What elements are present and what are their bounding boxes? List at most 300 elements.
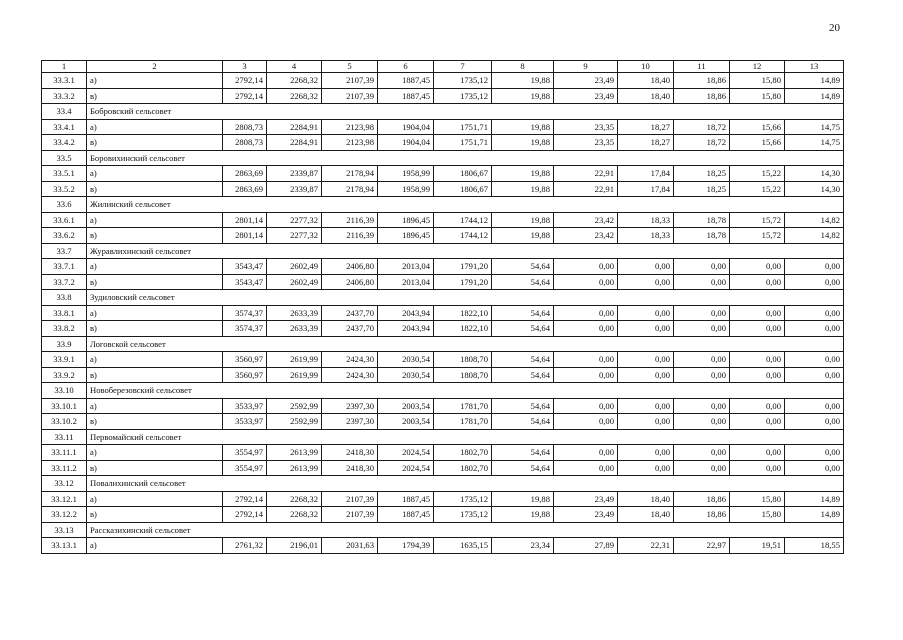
column-header-7: 7	[434, 61, 492, 73]
value-cell-col-10: 0,00	[618, 398, 674, 414]
value-cell-col-8: 54,64	[492, 367, 554, 383]
row-label: а)	[87, 212, 223, 228]
row-label: а)	[87, 491, 223, 507]
value-cell-col-13: 14,89	[785, 491, 844, 507]
value-cell-col-4: 2613,99	[267, 445, 322, 461]
value-cell-col-8: 54,64	[492, 274, 554, 290]
value-cell-col-10: 22,31	[618, 538, 674, 554]
section-row	[42, 104, 844, 120]
column-header-5: 5	[322, 61, 378, 73]
value-cell-col-12: 19,51	[730, 538, 785, 554]
value-cell-col-6: 1896,45	[378, 228, 434, 244]
value-cell-col-11: 18,25	[674, 166, 730, 182]
value-cell-col-10: 0,00	[618, 352, 674, 368]
page-number: 20	[829, 22, 840, 34]
row-code: 33.4.2	[42, 135, 87, 151]
row-code: 33.12.2	[42, 507, 87, 523]
value-cell-col-4: 2284,91	[267, 135, 322, 151]
value-cell-col-4: 2277,32	[267, 228, 322, 244]
section-row	[42, 336, 844, 352]
table-row	[42, 352, 844, 368]
table-row	[42, 321, 844, 337]
value-cell-col-6: 2030,54	[378, 352, 434, 368]
value-cell-col-13: 0,00	[785, 259, 844, 275]
section-title: Журавлихинский сельсовет	[87, 243, 844, 259]
value-cell-col-12: 15,66	[730, 119, 785, 135]
value-cell-col-7: 1802,70	[434, 460, 492, 476]
value-cell-col-3: 3574,37	[223, 305, 267, 321]
row-label: а)	[87, 119, 223, 135]
value-cell-col-4: 2592,99	[267, 414, 322, 430]
section-row	[42, 150, 844, 166]
value-cell-col-9: 0,00	[554, 274, 618, 290]
column-header-6: 6	[378, 61, 434, 73]
value-cell-col-9: 23,49	[554, 73, 618, 89]
section-row	[42, 290, 844, 306]
value-cell-col-5: 2107,39	[322, 507, 378, 523]
value-cell-col-13: 14,89	[785, 73, 844, 89]
value-cell-col-3: 2792,14	[223, 88, 267, 104]
value-cell-col-6: 2043,94	[378, 305, 434, 321]
value-cell-col-4: 2268,32	[267, 88, 322, 104]
value-cell-col-10: 18,27	[618, 119, 674, 135]
value-cell-col-3: 2801,14	[223, 228, 267, 244]
value-cell-col-6: 1958,99	[378, 166, 434, 182]
section-code: 33.12	[42, 476, 87, 492]
value-cell-col-9: 0,00	[554, 321, 618, 337]
section-title: Рассказихинский сельсовет	[87, 522, 844, 538]
value-cell-col-8: 54,64	[492, 414, 554, 430]
value-cell-col-10: 18,40	[618, 507, 674, 523]
value-cell-col-10: 18,33	[618, 228, 674, 244]
value-cell-col-9: 0,00	[554, 414, 618, 430]
row-label: а)	[87, 538, 223, 554]
value-cell-col-5: 2107,39	[322, 491, 378, 507]
value-cell-col-7: 1791,20	[434, 259, 492, 275]
row-code: 33.4.1	[42, 119, 87, 135]
value-cell-col-12: 15,72	[730, 228, 785, 244]
value-cell-col-6: 1887,45	[378, 491, 434, 507]
column-header-11: 11	[674, 61, 730, 73]
value-cell-col-5: 2437,70	[322, 321, 378, 337]
value-cell-col-12: 15,80	[730, 88, 785, 104]
value-cell-col-3: 2863,69	[223, 166, 267, 182]
value-cell-col-10: 17,84	[618, 181, 674, 197]
value-cell-col-4: 2633,39	[267, 305, 322, 321]
row-label: а)	[87, 166, 223, 182]
table-row	[42, 491, 844, 507]
row-code: 33.8.2	[42, 321, 87, 337]
value-cell-col-8: 54,64	[492, 259, 554, 275]
value-cell-col-5: 2116,39	[322, 228, 378, 244]
table-row	[42, 445, 844, 461]
value-cell-col-10: 18,40	[618, 491, 674, 507]
value-cell-col-5: 2424,30	[322, 352, 378, 368]
value-cell-col-3: 2792,14	[223, 73, 267, 89]
row-code: 33.9.2	[42, 367, 87, 383]
table-row	[42, 135, 844, 151]
row-code: 33.8.1	[42, 305, 87, 321]
value-cell-col-13: 14,89	[785, 507, 844, 523]
column-header-1: 1	[42, 61, 87, 73]
table-row	[42, 119, 844, 135]
value-cell-col-3: 2801,14	[223, 212, 267, 228]
table-row	[42, 166, 844, 182]
value-cell-col-11: 0,00	[674, 445, 730, 461]
value-cell-col-5: 2123,98	[322, 119, 378, 135]
row-code: 33.12.1	[42, 491, 87, 507]
value-cell-col-6: 1896,45	[378, 212, 434, 228]
value-cell-col-5: 2406,80	[322, 259, 378, 275]
table-row	[42, 228, 844, 244]
value-cell-col-9: 0,00	[554, 460, 618, 476]
value-cell-col-12: 15,72	[730, 212, 785, 228]
value-cell-col-11: 0,00	[674, 274, 730, 290]
value-cell-col-11: 18,86	[674, 88, 730, 104]
value-cell-col-6: 1904,04	[378, 119, 434, 135]
value-cell-col-13: 14,75	[785, 119, 844, 135]
value-cell-col-9: 23,35	[554, 135, 618, 151]
row-code: 33.6.2	[42, 228, 87, 244]
section-code: 33.13	[42, 522, 87, 538]
row-label: а)	[87, 352, 223, 368]
value-cell-col-10: 18,40	[618, 73, 674, 89]
value-cell-col-5: 2107,39	[322, 88, 378, 104]
row-label: в)	[87, 367, 223, 383]
value-cell-col-5: 2418,30	[322, 445, 378, 461]
value-cell-col-13: 14,82	[785, 228, 844, 244]
value-cell-col-5: 2397,30	[322, 398, 378, 414]
row-label: в)	[87, 507, 223, 523]
table-row	[42, 398, 844, 414]
value-cell-col-7: 1791,20	[434, 274, 492, 290]
value-cell-col-3: 2792,14	[223, 491, 267, 507]
table-row	[42, 259, 844, 275]
row-label: в)	[87, 321, 223, 337]
row-label: в)	[87, 414, 223, 430]
value-cell-col-4: 2633,39	[267, 321, 322, 337]
value-cell-col-8: 19,88	[492, 507, 554, 523]
value-cell-col-6: 1904,04	[378, 135, 434, 151]
value-cell-col-10: 17,84	[618, 166, 674, 182]
row-code: 33.7.2	[42, 274, 87, 290]
value-cell-col-7: 1735,12	[434, 73, 492, 89]
value-cell-col-4: 2613,99	[267, 460, 322, 476]
value-cell-col-3: 2808,73	[223, 119, 267, 135]
value-cell-col-12: 15,80	[730, 491, 785, 507]
row-label: а)	[87, 445, 223, 461]
value-cell-col-4: 2592,99	[267, 398, 322, 414]
value-cell-col-8: 54,64	[492, 445, 554, 461]
row-label: а)	[87, 259, 223, 275]
value-cell-col-10: 0,00	[618, 414, 674, 430]
value-cell-col-10: 18,27	[618, 135, 674, 151]
value-cell-col-7: 1751,71	[434, 119, 492, 135]
value-cell-col-5: 2424,30	[322, 367, 378, 383]
value-cell-col-3: 3560,97	[223, 367, 267, 383]
value-cell-col-13: 0,00	[785, 460, 844, 476]
row-code: 33.11.2	[42, 460, 87, 476]
column-header-2: 2	[87, 61, 223, 73]
section-code: 33.5	[42, 150, 87, 166]
value-cell-col-11: 0,00	[674, 367, 730, 383]
value-cell-col-10: 0,00	[618, 259, 674, 275]
value-cell-col-11: 0,00	[674, 460, 730, 476]
value-cell-col-3: 2863,69	[223, 181, 267, 197]
value-cell-col-8: 19,88	[492, 135, 554, 151]
row-code: 33.5.1	[42, 166, 87, 182]
section-title: Зудиловский сельсовет	[87, 290, 844, 306]
row-code: 33.13.1	[42, 538, 87, 554]
value-cell-col-13: 14,30	[785, 166, 844, 182]
section-title: Логовской сельсовет	[87, 336, 844, 352]
value-cell-col-8: 54,64	[492, 398, 554, 414]
section-row	[42, 476, 844, 492]
section-code: 33.9	[42, 336, 87, 352]
value-cell-col-9: 0,00	[554, 259, 618, 275]
section-code: 33.11	[42, 429, 87, 445]
value-cell-col-5: 2178,94	[322, 166, 378, 182]
section-title: Жилинский сельсовет	[87, 197, 844, 213]
row-label: в)	[87, 460, 223, 476]
value-cell-col-10: 18,33	[618, 212, 674, 228]
value-cell-col-4: 2602,49	[267, 259, 322, 275]
value-cell-col-8: 19,88	[492, 73, 554, 89]
value-cell-col-7: 1781,70	[434, 414, 492, 430]
value-cell-col-8: 19,88	[492, 212, 554, 228]
value-cell-col-6: 2003,54	[378, 414, 434, 430]
table-row	[42, 507, 844, 523]
value-cell-col-12: 0,00	[730, 274, 785, 290]
row-label: в)	[87, 135, 223, 151]
section-code: 33.4	[42, 104, 87, 120]
value-cell-col-4: 2339,87	[267, 166, 322, 182]
value-cell-col-6: 2024,54	[378, 460, 434, 476]
value-cell-col-13: 0,00	[785, 321, 844, 337]
row-label: в)	[87, 88, 223, 104]
table-row	[42, 538, 844, 554]
value-cell-col-11: 18,86	[674, 491, 730, 507]
row-code: 33.6.1	[42, 212, 87, 228]
value-cell-col-12: 0,00	[730, 321, 785, 337]
value-cell-col-12: 0,00	[730, 445, 785, 461]
section-title: Новоберезовский сельсовет	[87, 383, 844, 399]
section-code: 33.10	[42, 383, 87, 399]
value-cell-col-8: 19,88	[492, 88, 554, 104]
value-cell-col-7: 1744,12	[434, 228, 492, 244]
section-code: 33.6	[42, 197, 87, 213]
value-cell-col-5: 2178,94	[322, 181, 378, 197]
value-cell-col-6: 2030,54	[378, 367, 434, 383]
row-label: в)	[87, 274, 223, 290]
value-cell-col-3: 3554,97	[223, 445, 267, 461]
value-cell-col-8: 19,88	[492, 181, 554, 197]
section-title: Первомайский сельсовет	[87, 429, 844, 445]
value-cell-col-11: 0,00	[674, 305, 730, 321]
value-cell-col-4: 2268,32	[267, 507, 322, 523]
table-row	[42, 88, 844, 104]
value-cell-col-9: 23,49	[554, 88, 618, 104]
value-cell-col-9: 0,00	[554, 352, 618, 368]
value-cell-col-11: 18,78	[674, 212, 730, 228]
value-cell-col-11: 22,97	[674, 538, 730, 554]
value-cell-col-8: 54,64	[492, 321, 554, 337]
value-cell-col-7: 1751,71	[434, 135, 492, 151]
table-row	[42, 367, 844, 383]
value-cell-col-9: 22,91	[554, 181, 618, 197]
value-cell-col-13: 14,89	[785, 88, 844, 104]
value-cell-col-12: 15,80	[730, 507, 785, 523]
value-cell-col-13: 0,00	[785, 305, 844, 321]
value-cell-col-6: 2013,04	[378, 259, 434, 275]
value-cell-col-9: 0,00	[554, 305, 618, 321]
table-row	[42, 73, 844, 89]
column-header-9: 9	[554, 61, 618, 73]
value-cell-col-12: 15,80	[730, 73, 785, 89]
value-cell-col-4: 2339,87	[267, 181, 322, 197]
value-cell-col-5: 2437,70	[322, 305, 378, 321]
value-cell-col-10: 18,40	[618, 88, 674, 104]
table-row	[42, 274, 844, 290]
value-cell-col-11: 0,00	[674, 414, 730, 430]
value-cell-col-5: 2107,39	[322, 73, 378, 89]
row-code: 33.7.1	[42, 259, 87, 275]
value-cell-col-6: 1958,99	[378, 181, 434, 197]
section-row	[42, 522, 844, 538]
value-cell-col-4: 2268,32	[267, 491, 322, 507]
value-cell-col-13: 0,00	[785, 352, 844, 368]
value-cell-col-8: 54,64	[492, 305, 554, 321]
value-cell-col-7: 1635,15	[434, 538, 492, 554]
value-cell-col-8: 19,88	[492, 119, 554, 135]
column-header-3: 3	[223, 61, 267, 73]
value-cell-col-11: 18,86	[674, 73, 730, 89]
value-cell-col-7: 1735,12	[434, 88, 492, 104]
value-cell-col-13: 0,00	[785, 274, 844, 290]
value-cell-col-6: 1887,45	[378, 73, 434, 89]
row-code: 33.10.1	[42, 398, 87, 414]
value-cell-col-4: 2619,99	[267, 367, 322, 383]
row-code: 33.10.2	[42, 414, 87, 430]
value-cell-col-5: 2418,30	[322, 460, 378, 476]
value-cell-col-6: 1887,45	[378, 507, 434, 523]
value-cell-col-12: 15,66	[730, 135, 785, 151]
value-cell-col-4: 2196,01	[267, 538, 322, 554]
value-cell-col-7: 1806,67	[434, 166, 492, 182]
value-cell-col-7: 1808,70	[434, 352, 492, 368]
value-cell-col-9: 0,00	[554, 398, 618, 414]
column-header-12: 12	[730, 61, 785, 73]
value-cell-col-13: 14,75	[785, 135, 844, 151]
table-row	[42, 212, 844, 228]
value-cell-col-12: 0,00	[730, 367, 785, 383]
value-cell-col-5: 2406,80	[322, 274, 378, 290]
value-cell-col-13: 18,55	[785, 538, 844, 554]
column-header-13: 13	[785, 61, 844, 73]
value-cell-col-4: 2602,49	[267, 274, 322, 290]
value-cell-col-3: 2761,32	[223, 538, 267, 554]
table-row	[42, 181, 844, 197]
value-cell-col-7: 1822,10	[434, 305, 492, 321]
row-label: в)	[87, 181, 223, 197]
value-cell-col-3: 2792,14	[223, 507, 267, 523]
value-cell-col-6: 1887,45	[378, 88, 434, 104]
value-cell-col-3: 3574,37	[223, 321, 267, 337]
value-cell-col-3: 3533,97	[223, 398, 267, 414]
value-cell-col-12: 0,00	[730, 398, 785, 414]
value-cell-col-12: 0,00	[730, 259, 785, 275]
row-code: 33.3.1	[42, 73, 87, 89]
value-cell-col-11: 0,00	[674, 259, 730, 275]
section-title: Повалихинский сельсовет	[87, 476, 844, 492]
value-cell-col-11: 18,86	[674, 507, 730, 523]
value-cell-col-13: 14,82	[785, 212, 844, 228]
value-cell-col-7: 1735,12	[434, 491, 492, 507]
value-cell-col-7: 1802,70	[434, 445, 492, 461]
value-cell-col-13: 14,30	[785, 181, 844, 197]
value-cell-col-9: 23,42	[554, 212, 618, 228]
value-cell-col-3: 3543,47	[223, 259, 267, 275]
row-code: 33.9.1	[42, 352, 87, 368]
value-cell-col-12: 0,00	[730, 352, 785, 368]
value-cell-col-9: 22,91	[554, 166, 618, 182]
section-row	[42, 383, 844, 399]
value-cell-col-10: 0,00	[618, 460, 674, 476]
row-label: а)	[87, 305, 223, 321]
table-row	[42, 414, 844, 430]
section-row	[42, 429, 844, 445]
value-cell-col-3: 3543,47	[223, 274, 267, 290]
value-cell-col-6: 2043,94	[378, 321, 434, 337]
value-cell-col-9: 27,89	[554, 538, 618, 554]
column-header-10: 10	[618, 61, 674, 73]
section-row	[42, 197, 844, 213]
value-cell-col-7: 1806,67	[434, 181, 492, 197]
value-cell-col-7: 1808,70	[434, 367, 492, 383]
value-cell-col-9: 23,42	[554, 228, 618, 244]
value-cell-col-8: 54,64	[492, 460, 554, 476]
value-cell-col-8: 19,88	[492, 228, 554, 244]
value-cell-col-4: 2619,99	[267, 352, 322, 368]
column-header-8: 8	[492, 61, 554, 73]
value-cell-col-3: 3554,97	[223, 460, 267, 476]
value-cell-col-7: 1822,10	[434, 321, 492, 337]
value-cell-col-3: 2808,73	[223, 135, 267, 151]
value-cell-col-10: 0,00	[618, 274, 674, 290]
value-cell-col-9: 0,00	[554, 367, 618, 383]
value-cell-col-6: 2013,04	[378, 274, 434, 290]
section-title: Бобровский сельсовет	[87, 104, 844, 120]
section-row	[42, 243, 844, 259]
row-code: 33.5.2	[42, 181, 87, 197]
value-cell-col-8: 19,88	[492, 491, 554, 507]
tariff-table	[41, 60, 844, 554]
table-row	[42, 460, 844, 476]
value-cell-col-11: 0,00	[674, 321, 730, 337]
value-cell-col-6: 1794,39	[378, 538, 434, 554]
header-row	[42, 61, 844, 73]
value-cell-col-8: 23,34	[492, 538, 554, 554]
value-cell-col-11: 18,25	[674, 181, 730, 197]
value-cell-col-5: 2397,30	[322, 414, 378, 430]
value-cell-col-11: 0,00	[674, 352, 730, 368]
value-cell-col-13: 0,00	[785, 398, 844, 414]
section-code: 33.8	[42, 290, 87, 306]
value-cell-col-6: 2024,54	[378, 445, 434, 461]
value-cell-col-5: 2031,63	[322, 538, 378, 554]
value-cell-col-5: 2123,98	[322, 135, 378, 151]
row-label: в)	[87, 228, 223, 244]
